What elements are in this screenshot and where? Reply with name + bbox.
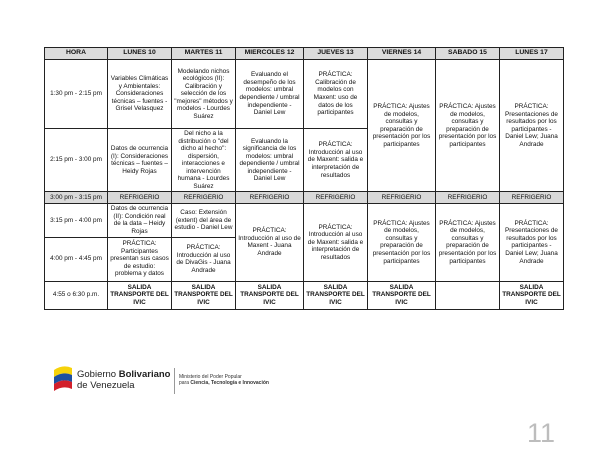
exit-cell: SALIDA TRANSPORTE DEL IVIC [304, 281, 368, 309]
session-cell: PRÁCTICA: Introducción al uso de DivaGis - Juana Andrade [172, 237, 236, 281]
break-cell: REFRIGERIO [172, 192, 236, 204]
session-cell: PRÁCTICA: Calibración de modelos con Maxent: uso de datos de los participantes [304, 60, 368, 129]
table-row [45, 60, 564, 129]
time-cell: 1:30 pm - 2:15 pm [45, 60, 108, 129]
page-number: 11 [527, 418, 556, 448]
break-cell: REFRIGERIO [368, 192, 436, 204]
table-row-break [45, 192, 564, 204]
session-cell: PRÁCTICA: Presentaciones de resultados por los participantes - Daniel Lew; Juana Andrade [500, 204, 564, 281]
break-cell: REFRIGERIO [108, 192, 172, 204]
col-header-sabado15: SABADO 15 [436, 48, 500, 60]
session-cell: PRÁCTICA: Participantes presentan sus casos de estudio: problema y datos [108, 237, 172, 281]
col-header-hora: HORA [45, 48, 108, 60]
session-cell: PRÁCTICA: Introducción al uso de Maxent - Juana Andrade [236, 204, 304, 281]
session-cell: Datos de ocurrencia (I): Consideraciones técnicas – fuentes – Heidy Rojas [108, 129, 172, 192]
exit-cell: SALIDA TRANSPORTE DEL IVIC [172, 281, 236, 309]
col-header-martes11: MARTES 11 [172, 48, 236, 60]
divider [174, 368, 175, 394]
venezuela-flag-icon [52, 362, 74, 398]
col-header-viernes14: VIERNES 14 [368, 48, 436, 60]
session-cell: PRÁCTICA: Presentaciones de resultados por los participantes - Daniel Lew; Juana Andrade [500, 60, 564, 192]
exit-cell: SALIDA TRANSPORTE DEL IVIC [368, 281, 436, 309]
header-row [45, 48, 564, 60]
time-cell: 4:55 o 6:30 p.m. [45, 281, 108, 309]
session-cell: Modelando nichos ecológicos (II): Calibración y selección de los "mejores" métodos y modelos - Lourdes Suárez [172, 60, 236, 129]
break-cell: REFRIGERIO [436, 192, 500, 204]
break-cell: REFRIGERIO [500, 192, 564, 204]
session-cell: PRÁCTICA: Ajustes de modelos, consultas y preparación de presentación por los participantes [368, 60, 436, 192]
session-cell: Datos de ocurrencia (II): Condición real de la data – Heidy Rojas [108, 204, 172, 237]
time-cell: 4:00 pm - 4:45 pm [45, 237, 108, 281]
break-cell: REFRIGERIO [236, 192, 304, 204]
session-cell: PRÁCTICA: Ajustes de modelos, consultas y preparación de presentación por los participantes [436, 204, 500, 281]
session-cell: PRÁCTICA: Ajustes de modelos, consultas y preparación de presentación por los participantes [368, 204, 436, 281]
col-header-lunes17: LUNES 17 [500, 48, 564, 60]
exit-cell: SALIDA TRANSPORTE DEL IVIC [236, 281, 304, 309]
col-header-lunes10: LUNES 10 [108, 48, 172, 60]
ministerio-text: Ministerio del Poder Popular para Ciencia, Tecnología e Innovación [179, 374, 269, 387]
session-cell: PRÁCTICA: Introducción al uso de Maxent: salida e interpretación de resultados [304, 204, 368, 281]
gobierno-text: Gobierno Bolivariano de Venezuela [77, 369, 171, 391]
session-cell: Evaluando el desempeño de los modelos: umbral dependiente / umbral independiente - Daniel Lew [236, 60, 304, 129]
time-cell: 3:15 pm - 4:00 pm [45, 204, 108, 237]
government-logo [52, 362, 352, 398]
exit-cell: SALIDA TRANSPORTE DEL IVIC [500, 281, 564, 309]
time-cell: 3:00 pm - 3:15 pm [45, 192, 108, 204]
session-cell: Del nicho a la distribución o "del dicho al hecho": dispersión, interacciones e intervención humana - Lourdes Suárez [172, 129, 236, 192]
empty-cell [436, 281, 500, 309]
session-cell: PRÁCTICA: Introducción al uso de Maxent: salida e interpretación de resultados [304, 129, 368, 192]
schedule-table [44, 47, 564, 310]
break-cell: REFRIGERIO [304, 192, 368, 204]
table-row [45, 204, 564, 237]
col-header-miercoles12: MIERCOLES 12 [236, 48, 304, 60]
time-cell: 2:15 pm - 3:00 pm [45, 129, 108, 192]
exit-cell: SALIDA TRANSPORTE DEL IVIC [108, 281, 172, 309]
session-cell: Variables Climáticas y Ambientales: Consideraciones técnicas – fuentes - Grisel Velasquez [108, 60, 172, 129]
session-cell: Evaluando la significancia de los modelos: umbral dependiente / umbral independiente - Daniel Lew [236, 129, 304, 192]
session-cell: Caso: Extensión (extent) del área de estudio - Daniel Lew [172, 204, 236, 237]
col-header-jueves13: JUEVES 13 [304, 48, 368, 60]
table-row-exit [45, 281, 564, 309]
session-cell: PRÁCTICA: Ajustes de modelos, consultas y preparación de presentación por los participantes [436, 60, 500, 192]
